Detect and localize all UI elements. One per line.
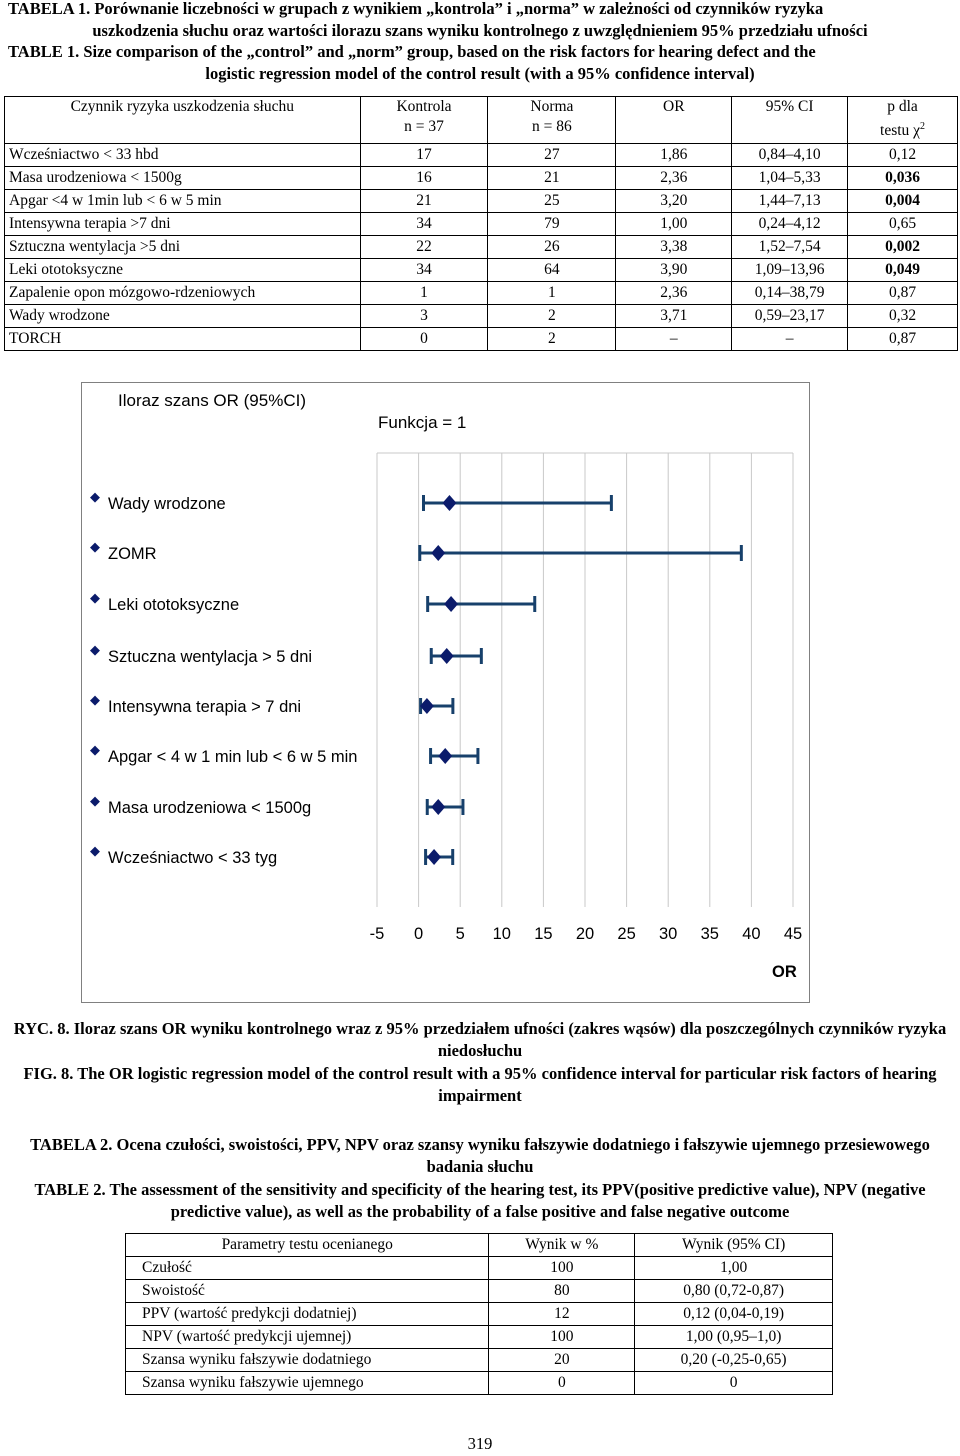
table1-cell-control: 34 (360, 213, 488, 236)
table2-cell-ci: 0 (635, 1372, 833, 1395)
table1-cell-or: – (616, 328, 732, 351)
table1-cell-or: 1,00 (616, 213, 732, 236)
table1-cell-p: 0,87 (848, 328, 958, 351)
table2-cell-ci: 0,12 (0,04-0,19) (635, 1303, 833, 1326)
category-label: Apgar < 4 w 1 min lub < 6 w 5 min (108, 748, 358, 766)
x-tick-label: 40 (742, 925, 761, 943)
table2-cell-param: Swoistość (126, 1280, 489, 1303)
table1-cell-factor: Wcześniactwo < 33 hbd (5, 144, 361, 167)
table1-cell-norm: 26 (488, 236, 616, 259)
table2-row (126, 1326, 833, 1349)
table2-header-row (126, 1234, 833, 1257)
legend-diamond-icon: ◆ (90, 540, 100, 555)
table1-cell-norm: 21 (488, 167, 616, 190)
table1-cell-factor: Masa urodzeniowa < 1500g (5, 167, 361, 190)
table1-cell-p: 0,049 (848, 259, 958, 282)
table1-cell-p: 0,65 (848, 213, 958, 236)
table1-cell-norm: 1 (488, 282, 616, 305)
category-label: Masa urodzeniowa < 1500g (108, 799, 312, 817)
table2-cell-pct: 12 (489, 1303, 635, 1326)
table2-header-pct: Wynik w % (489, 1234, 635, 1257)
table1-caption-pl: TABELA 1. Porównanie liczebności w grupach z wynikiem „kontrola” i „norma” w zależności od czynników ryzyka uszkodzenia słuchu oraz wartości ilorazu szans wyniku kontrolnego z uwzględnieniem 95% przedziału ufności (8, 0, 868, 40)
table1-cell-norm: 64 (488, 259, 616, 282)
x-tick-label: 30 (659, 925, 678, 943)
table1-cell-control: 3 (360, 305, 488, 328)
or-point-marker (438, 748, 452, 764)
table2-cell-pct: 100 (489, 1257, 635, 1280)
table1-cell-norm: 79 (488, 213, 616, 236)
table1-cell-or: 3,20 (616, 190, 732, 213)
table2-cell-param: NPV (wartość predykcji ujemnej) (126, 1326, 489, 1349)
table1-cell-ci: 1,52–7,54 (732, 236, 848, 259)
table2-cell-ci: 0,80 (0,72-0,87) (635, 1280, 833, 1303)
table1-cell-p: 0,87 (848, 282, 958, 305)
table1-cell-control: 21 (360, 190, 488, 213)
or-point-marker (431, 799, 445, 815)
legend-diamond-icon: ◆ (90, 794, 100, 809)
x-tick-label: 20 (575, 925, 595, 943)
legend-diamond-icon: ◆ (90, 591, 100, 606)
x-tick-label: 45 (783, 925, 803, 943)
table1-cell-or: 3,38 (616, 236, 732, 259)
table1-cell-factor: Wady wrodzone (5, 305, 361, 328)
or-point-marker (440, 648, 454, 664)
figure-caption-pl: RYC. 8. Iloraz szans OR wyniku kontrolnego wraz z 95% przedziałem ufności (zakres wąsów) dla poszczególnych czynników ryzyka niedosłuchu (13, 1019, 947, 1060)
category-label: Leki ototoksyczne (108, 596, 240, 614)
x-tick-label: 0 (414, 925, 424, 943)
table1-cell-or: 3,90 (616, 259, 732, 282)
table1-cell-ci: – (732, 328, 848, 351)
table1-cell-norm: 2 (488, 305, 616, 328)
table1-cell-norm: 25 (488, 190, 616, 213)
table1-header-control: Kontrola n = 37 (360, 97, 488, 144)
table1-cell-p: 0,002 (848, 236, 958, 259)
category-label: Intensywna terapia > 7 dni (108, 698, 302, 716)
table2 (125, 1233, 833, 1395)
table1-cell-control: 16 (360, 167, 488, 190)
table2-cell-param: Szansa wyniku fałszywie dodatniego (126, 1349, 489, 1372)
table1-cell-control: 0 (360, 328, 488, 351)
table1-cell-p: 0,036 (848, 167, 958, 190)
x-tick-label: 35 (700, 925, 719, 943)
table2-cell-param: Czułość (126, 1257, 489, 1280)
table1-cell-control: 22 (360, 236, 488, 259)
table1-header-factor: Czynnik ryzyka uszkodzenia słuchu (5, 97, 361, 144)
table1-cell-p: 0,32 (848, 305, 958, 328)
table1-cell-factor: Leki ototoksyczne (5, 259, 361, 282)
table1-cell-or: 2,36 (616, 282, 732, 305)
figure-caption-en: FIG. 8. The OR logistic regression model of the control result with a 95% confidence interval for particular risk factors of hearing impairment (23, 1064, 937, 1105)
category-label: Sztuczna wentylacja > 5 dni (108, 648, 313, 666)
table1-cell-ci: 0,24–4,12 (732, 213, 848, 236)
x-tick-label: 10 (492, 925, 511, 943)
legend-diamond-icon: ◆ (90, 693, 100, 708)
table1-cell-p: 0,12 (848, 144, 958, 167)
table1-cell-or: 2,36 (616, 167, 732, 190)
table1-header-or: OR (616, 97, 732, 144)
table2-row (126, 1349, 833, 1372)
table1-cell-control: 1 (360, 282, 488, 305)
legend-diamond-icon: ◆ (90, 490, 100, 505)
x-tick-label: 5 (455, 925, 465, 943)
chart-subtitle: Funkcja = 1 (378, 413, 467, 432)
table2-cell-ci: 1,00 (0,95–1,0) (635, 1326, 833, 1349)
table2-caption-pl: TABELA 2. Ocena czułości, swoistości, PPV, NPV oraz szansy wyniku fałszywie dodatniego i fałszywie ujemnego przesiewowego badania słuchu (30, 1135, 930, 1176)
table2-cell-pct: 100 (489, 1326, 635, 1349)
table2-row (126, 1372, 833, 1395)
table2-cell-pct: 0 (489, 1372, 635, 1395)
table1-cell-control: 34 (360, 259, 488, 282)
table1-cell-factor: TORCH (5, 328, 361, 351)
table1-cell-ci: 1,44–7,13 (732, 190, 848, 213)
category-label: Wcześniactwo < 33 tyg (108, 849, 278, 867)
category-label: ZOMR (108, 545, 157, 563)
table2-body (126, 1257, 833, 1395)
table1-cell-norm: 27 (488, 144, 616, 167)
table1-cell-or: 3,71 (616, 305, 732, 328)
table2-cell-param: Szansa wyniku fałszywie ujemnego (126, 1372, 489, 1395)
table1-cell-ci: 0,14–38,79 (732, 282, 848, 305)
legend-diamond-icon: ◆ (90, 743, 100, 758)
table2-row (126, 1303, 833, 1326)
table2-header-param: Parametry testu ocenianego (126, 1234, 489, 1257)
x-tick-label: -5 (369, 925, 385, 943)
table1-cell-control: 17 (360, 144, 488, 167)
table2-cell-pct: 20 (489, 1349, 635, 1372)
page-number: 319 (467, 1434, 493, 1453)
table1-header-norm: Norma n = 86 (488, 97, 616, 144)
or-point-marker (442, 495, 456, 511)
table1-cell-ci: 1,09–13,96 (732, 259, 848, 282)
table2-caption-en: TABLE 2. The assessment of the sensitivity and specificity of the hearing test, its PPV(positive predictive value), NPV (negative predictive value), as well as the probability of a false positive and false negative outcome (34, 1180, 926, 1221)
or-point-marker (444, 596, 458, 612)
table1-cell-or: 1,86 (616, 144, 732, 167)
table2-cell-ci: 1,00 (635, 1257, 833, 1280)
legend-diamond-icon: ◆ (90, 643, 100, 658)
x-tick-label: 25 (617, 925, 636, 943)
x-axis-title: OR (772, 963, 797, 981)
table1-cell-ci: 1,04–5,33 (732, 167, 848, 190)
table1-cell-p: 0,004 (848, 190, 958, 213)
table2-cell-param: PPV (wartość predykcji dodatniej) (126, 1303, 489, 1326)
table1-header-p: p dla testu $\chi^2$ (848, 97, 958, 144)
table1-cell-factor: Sztuczna wentylacja >5 dni (5, 236, 361, 259)
or-point-marker (427, 849, 441, 865)
category-label: Wady wrodzone (108, 495, 226, 513)
table1-cell-ci: 0,84–4,10 (732, 144, 848, 167)
or-point-marker (431, 545, 445, 561)
table1-cell-norm: 2 (488, 328, 616, 351)
table2-cell-ci: 0,20 (-0,25-0,65) (635, 1349, 833, 1372)
table2-header-ci: Wynik (95% CI) (635, 1234, 833, 1257)
table2-cell-pct: 80 (489, 1280, 635, 1303)
table2-row (126, 1280, 833, 1303)
table1-cell-ci: 0,59–23,17 (732, 305, 848, 328)
table2-row (126, 1257, 833, 1280)
table1-caption-en: TABLE 1. Size comparison of the „control” and „norm” group, based on the risk factors for hearing defect and the logistic regression model of the control result (with a 95% confidence interval) (8, 42, 816, 83)
table1-cell-factor: Apgar <4 w 1min lub < 6 w 5 min (5, 190, 361, 213)
table1-cell-factor: Zapalenie opon mózgowo-rdzeniowych (5, 282, 361, 305)
x-tick-label: 15 (534, 925, 553, 943)
table1-cell-factor: Intensywna terapia >7 dni (5, 213, 361, 236)
legend-diamond-icon: ◆ (90, 844, 100, 859)
table1-header-ci: 95% CI (732, 97, 848, 144)
chart-title: Iloraz szans OR (95%CI) (118, 391, 306, 410)
